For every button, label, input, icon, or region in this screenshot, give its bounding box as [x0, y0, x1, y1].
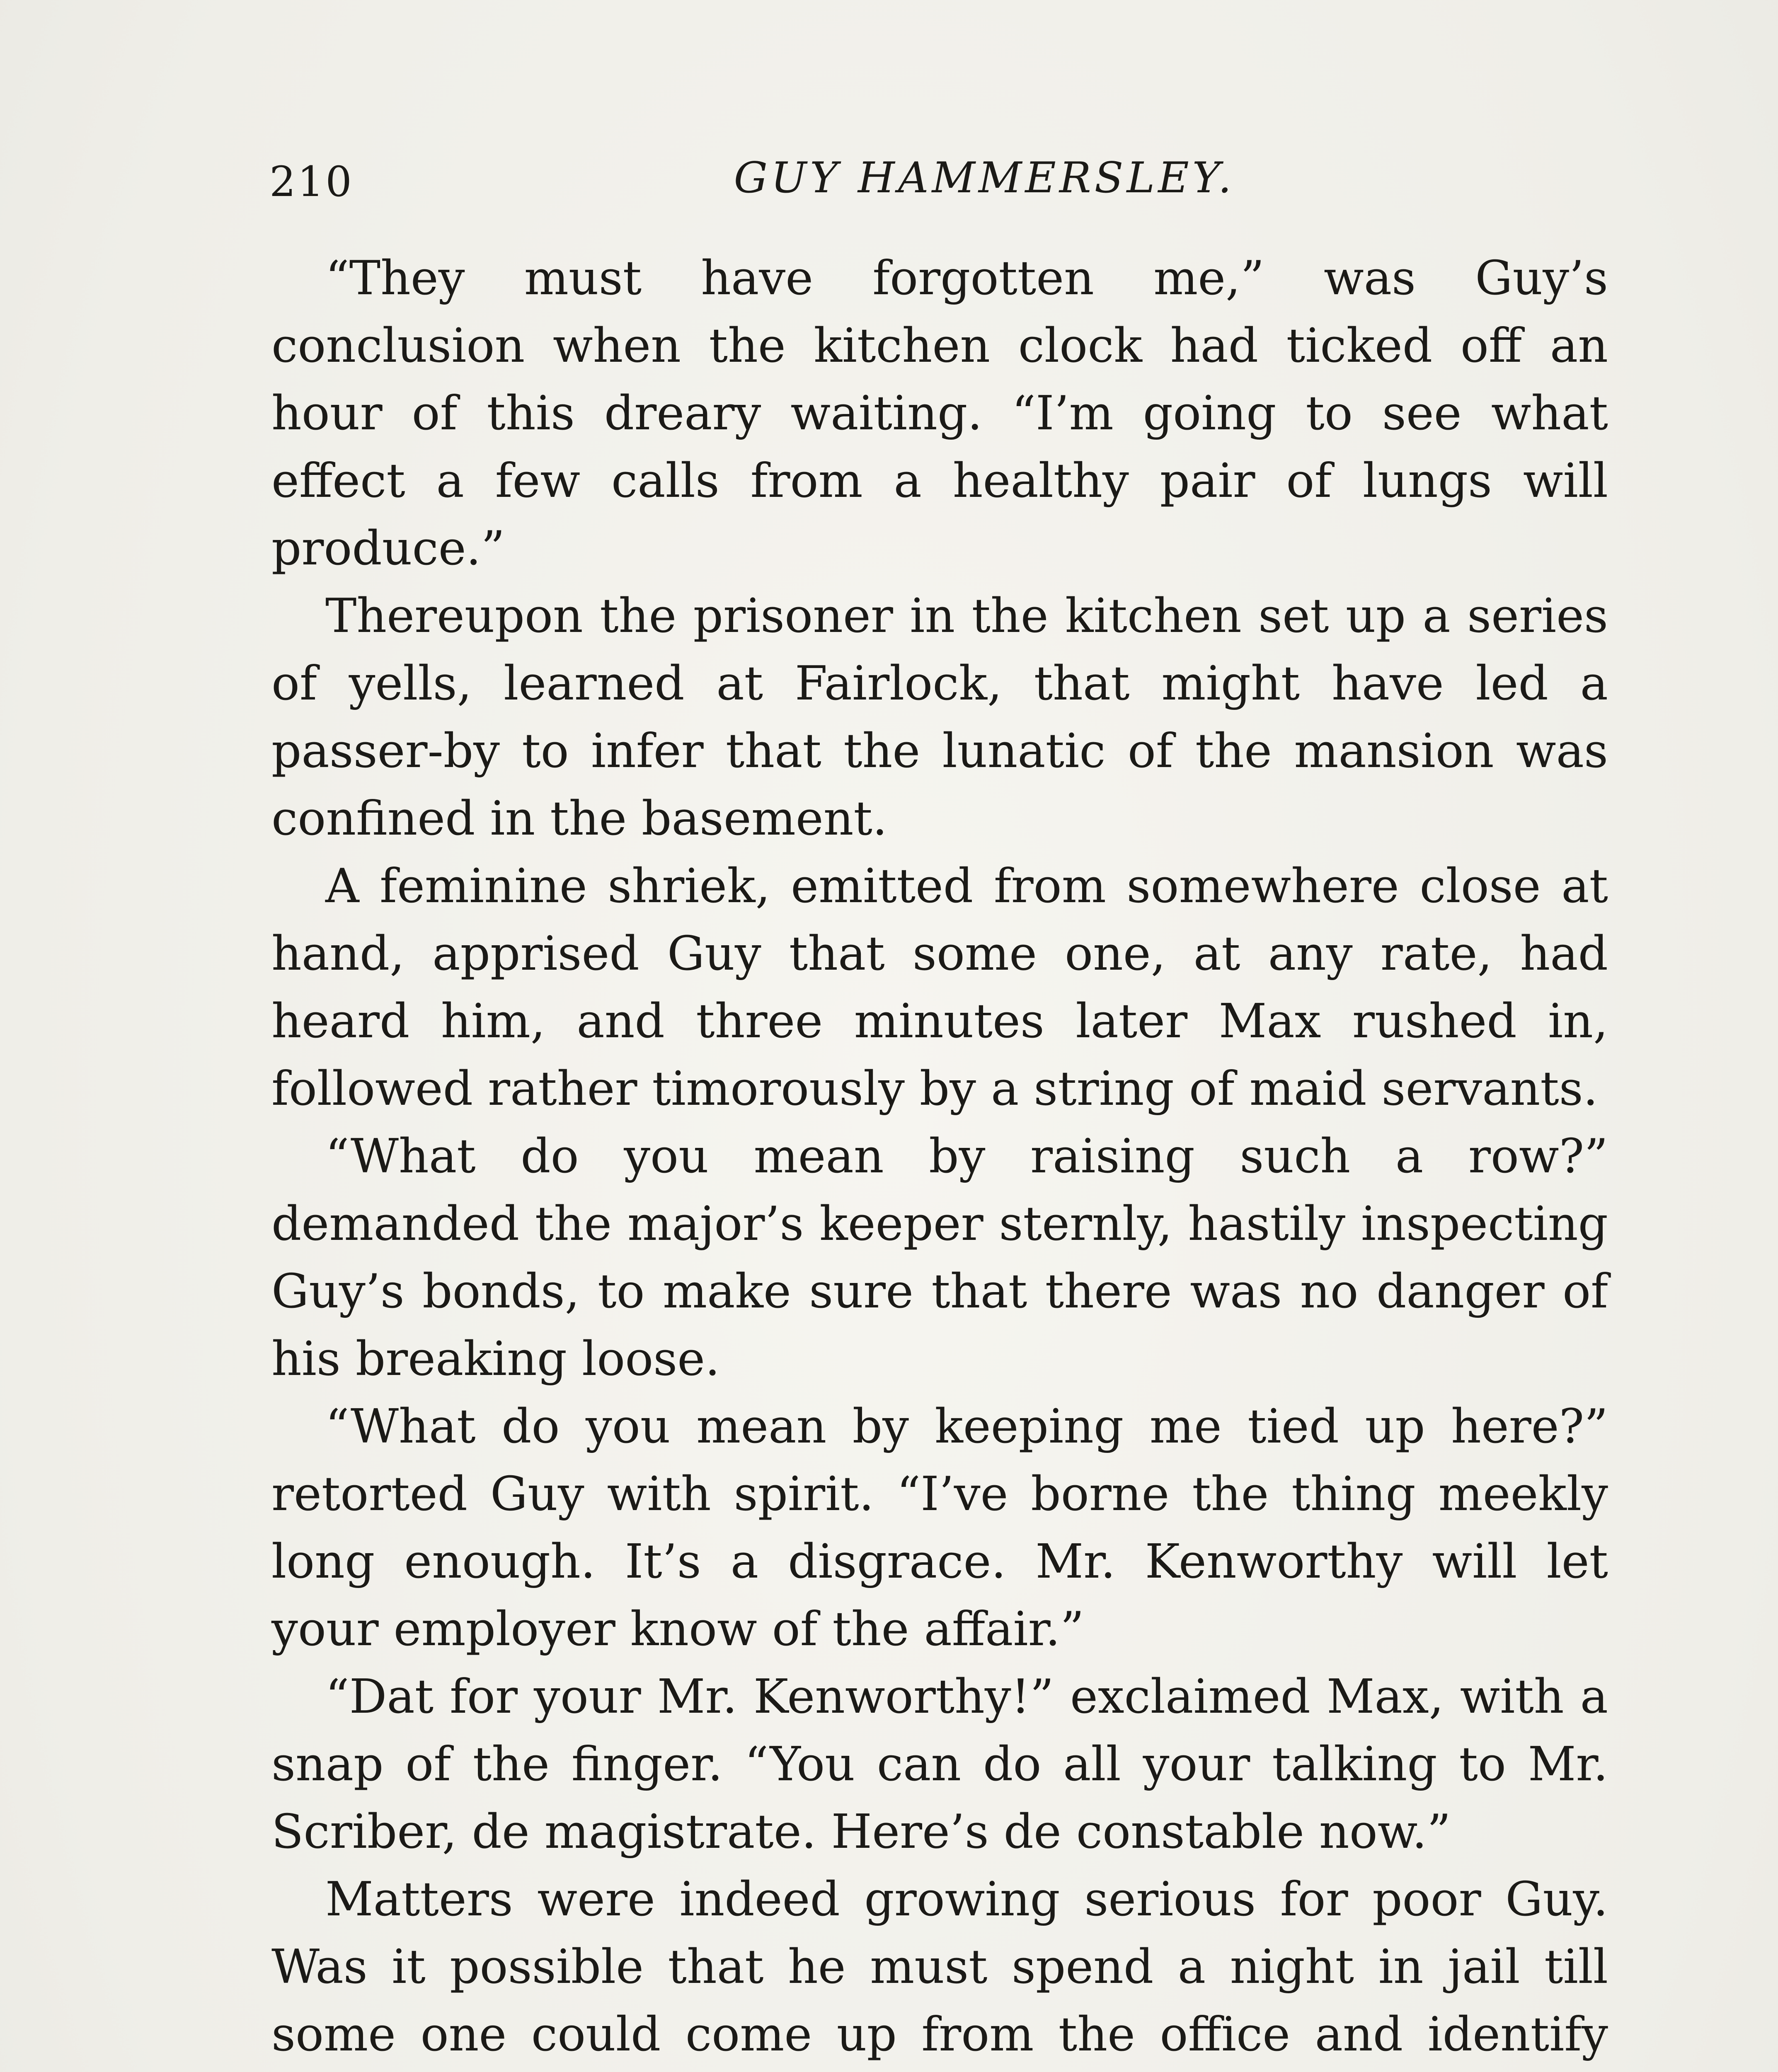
paragraph: Thereupon the prisoner in the kitchen set up a series of yells, learned at Fairlock, that might have led a passer-by to infer that the lunatic of the mansion was confined in the basement. — [271, 588, 1608, 846]
body-text — [271, 244, 1608, 2072]
paragraph: “Dat for your Mr. Kenworthy!” exclaimed Max, with a snap of the finger. “You can do all your talking to Mr. Scriber, de magistrate. Here’s de constable now.” — [271, 1669, 1608, 1859]
paragraph: “What do you mean by raising such a row?” demanded the major’s keeper sternly, hastily inspecting Guy’s bonds, to make sure that there was no danger of his breaking loose. — [271, 1129, 1608, 1386]
paragraph: Matters were indeed growing serious for poor Guy. Was it possible that he must spend a night in jail till some one could come up from the office and identify — [271, 1872, 1608, 2062]
paragraph: “What do you mean by keeping me tied up here?” retorted Guy with spirit. “I’ve borne the thing meekly long enough. It’s a disgrace. Mr. Kenworthy will let your employer know of the affair.” — [271, 1399, 1608, 1656]
running-head: GUY HAMMERSLEY. — [734, 153, 1235, 203]
paragraph: “They must have forgotten me,” was Guy’s conclusion when the kitchen clock had ticked off an hour of this dreary waiting. “I’m going to see what effect a few calls from a healthy pair of lungs will produce.” — [271, 251, 1608, 576]
paragraph: A feminine shriek, emitted from somewhere close at hand, apprised Guy that some one, at any rate, had heard him, and three minutes later Max rushed in, followed rather timorously by a string of maid servants. — [271, 859, 1608, 1116]
page-header — [269, 149, 1616, 215]
page-number: 210 — [269, 157, 354, 206]
